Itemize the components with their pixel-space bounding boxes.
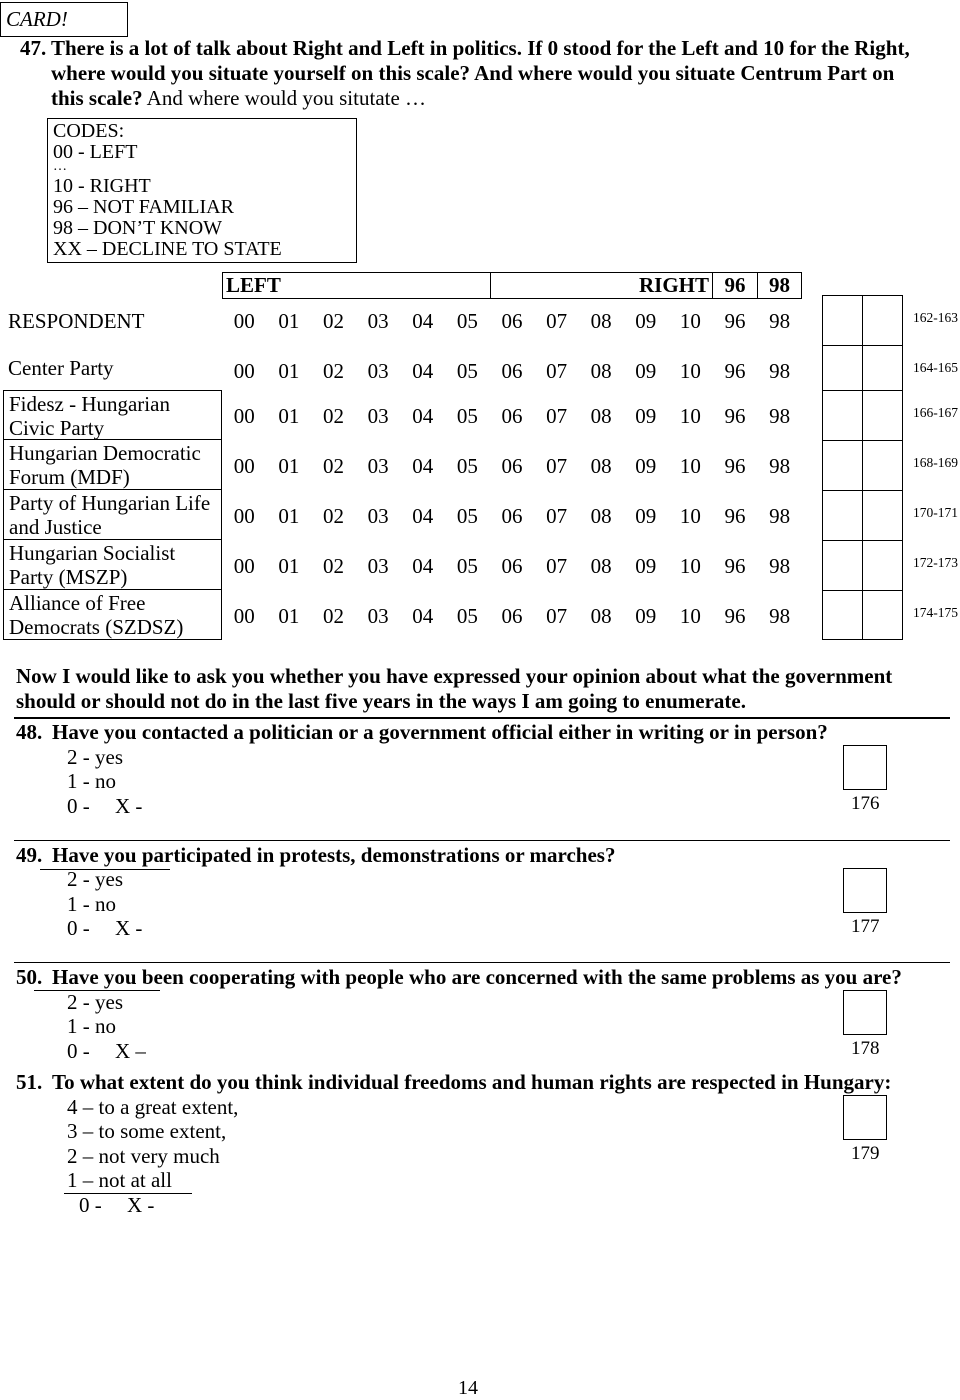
code-right: 10 - RIGHT	[53, 175, 151, 197]
scale-row-szdsz	[0, 590, 960, 640]
scale-value: 09	[635, 454, 657, 478]
answer-option: 1 - no	[67, 769, 116, 793]
scale-value: 08	[590, 454, 612, 478]
scale-value: 09	[635, 554, 657, 578]
scale-value: 03	[367, 454, 389, 478]
scale-values	[222, 553, 802, 579]
scale-values	[222, 308, 802, 334]
column-code: 179	[851, 1143, 880, 1164]
scale-value: 09	[635, 359, 657, 383]
answer-box	[843, 1095, 887, 1140]
scale-value: 01	[278, 309, 300, 333]
section-intro-line: should or should not do in the last five years in the ways I am going to enumerate.	[16, 689, 746, 713]
answer-box	[863, 391, 902, 440]
row-label-text: and Justice	[9, 515, 102, 539]
answer-option-zero: 0 -	[67, 794, 90, 818]
codes-box	[47, 118, 357, 263]
row-label-text: Hungarian Democratic	[9, 441, 201, 465]
scale-value: 03	[367, 309, 389, 333]
answer-box	[823, 491, 863, 540]
scale-header-98: 98	[769, 273, 790, 297]
answer-option-zero: 0 -	[79, 1193, 102, 1217]
answer-option: 4 – to a great extent,	[67, 1095, 239, 1119]
scale-value: 02	[323, 604, 345, 628]
question-text: Have you contacted a politician or a government official either in writing or in person?	[52, 720, 828, 744]
answer-option: 2 - yes	[67, 745, 123, 769]
scale-value: 06	[501, 554, 523, 578]
row-label-text: Party (MSZP)	[9, 565, 128, 589]
scale-value: 04	[412, 554, 434, 578]
scale-value: 04	[412, 309, 434, 333]
scale-value: 02	[323, 404, 345, 428]
scale-value: 96	[724, 604, 746, 628]
scale-value: 09	[635, 504, 657, 528]
row-label-text: Hungarian Socialist	[9, 541, 176, 565]
scale-value: 03	[367, 554, 389, 578]
scale-value: 05	[456, 454, 478, 478]
row-label-text: Alliance of Free	[9, 591, 146, 615]
answer-box	[823, 591, 863, 639]
column-code: 164-165	[913, 360, 958, 375]
question-text: Have you been cooperating with people who are concerned with the same problems as you are?	[52, 965, 902, 989]
scale-value: 07	[546, 359, 568, 383]
row-label	[3, 356, 222, 380]
scale-value: 10	[679, 359, 701, 383]
scale-value: 07	[546, 604, 568, 628]
scale-header-right: RIGHT	[491, 273, 713, 298]
row-label-text: Democrats (SZDSZ)	[9, 615, 184, 639]
question-number: 47.	[20, 36, 47, 60]
answer-option: 2 - yes	[67, 867, 123, 891]
scale-value: 04	[412, 454, 434, 478]
row-label	[3, 540, 222, 590]
row-label	[3, 590, 222, 640]
answer-option-zero: 0 -	[67, 1039, 90, 1063]
answer-boxes	[822, 345, 903, 390]
scale-value: 09	[635, 404, 657, 428]
scale-value: 96	[724, 359, 746, 383]
scale-value: 00	[233, 554, 255, 578]
question-text: Have you participated in protests, demonstrations or marches?	[52, 843, 616, 867]
answer-boxes	[822, 390, 903, 440]
scale-value: 05	[456, 504, 478, 528]
scale-value: 96	[724, 504, 746, 528]
scale-value: 96	[724, 554, 746, 578]
card-label: CARD!	[0, 2, 128, 37]
column-code: 166-167	[913, 405, 958, 420]
column-code: 177	[851, 916, 880, 937]
answer-option-x: X -	[127, 1193, 155, 1217]
answer-option: 3 – to some extent,	[67, 1119, 227, 1143]
code-dont-know: 98 – DON’T KNOW	[53, 217, 223, 239]
answer-box	[843, 990, 887, 1035]
scale-value: 98	[769, 454, 791, 478]
scale-value: 05	[456, 554, 478, 578]
scale-value: 00	[233, 454, 255, 478]
scale-value: 06	[501, 604, 523, 628]
scale-value: 10	[679, 604, 701, 628]
scale-value: 07	[546, 404, 568, 428]
column-code: 170-171	[913, 505, 958, 520]
scale-value: 10	[679, 309, 701, 333]
scale-row-fidesz	[0, 390, 960, 440]
answer-box	[863, 491, 902, 540]
scale-value: 08	[590, 309, 612, 333]
code-left: 00 - LEFT	[53, 141, 138, 163]
scale-value: 04	[412, 404, 434, 428]
scale-value: 98	[769, 309, 791, 333]
question-text-instruction: And where would you situtate …	[146, 86, 427, 110]
scale-value: 07	[546, 504, 568, 528]
scale-values	[222, 503, 802, 529]
scale-value: 98	[769, 359, 791, 383]
code-ellipsis: …	[53, 159, 67, 174]
scale-value: 00	[233, 309, 255, 333]
scale-value: 08	[590, 359, 612, 383]
question-text-bold: this scale?	[51, 86, 143, 110]
scale-value: 05	[456, 359, 478, 383]
answer-box	[863, 441, 902, 490]
scale-value: 03	[367, 404, 389, 428]
scale-value: 06	[501, 454, 523, 478]
scale-value: 10	[679, 454, 701, 478]
scale-value: 08	[590, 554, 612, 578]
scale-value: 01	[278, 554, 300, 578]
row-label	[3, 440, 222, 490]
answer-box	[823, 541, 863, 590]
scale-values	[222, 453, 802, 479]
code-decline: XX – DECLINE TO STATE	[53, 238, 282, 260]
question-text-line: There is a lot of talk about Right and Left in politics. If 0 stood for the Left and 10 for the Right,	[51, 36, 910, 60]
section-intro-line: Now I would like to ask you whether you have expressed your opinion about what the government	[16, 664, 893, 688]
scale-value: 10	[679, 504, 701, 528]
scale-value: 01	[278, 404, 300, 428]
scale-value: 98	[769, 504, 791, 528]
answer-box	[863, 346, 902, 390]
scale-value: 02	[323, 454, 345, 478]
scale-value: 10	[679, 404, 701, 428]
scale-value: 10	[679, 554, 701, 578]
scale-value: 02	[323, 504, 345, 528]
question-text-line: where would you situate yourself on this scale? And where would you situate Centrum Part on	[51, 61, 895, 85]
scale-value: 07	[546, 454, 568, 478]
answer-option: 1 - no	[67, 892, 116, 916]
scale-value: 05	[456, 604, 478, 628]
scale-value: 01	[278, 604, 300, 628]
scale-value: 07	[546, 309, 568, 333]
column-code: 172-173	[913, 555, 958, 570]
scale-row-respondent	[0, 295, 960, 345]
scale-value: 96	[724, 404, 746, 428]
answer-box	[823, 441, 863, 490]
divider	[14, 717, 950, 719]
scale-value: 00	[233, 504, 255, 528]
scale-value: 06	[501, 504, 523, 528]
row-label-text: RESPONDENT	[8, 309, 145, 333]
column-code: 168-169	[913, 455, 958, 470]
answer-boxes	[822, 590, 903, 640]
scale-value: 00	[233, 359, 255, 383]
scale-value: 09	[635, 309, 657, 333]
divider	[14, 840, 950, 841]
scale-value: 04	[412, 359, 434, 383]
scale-value: 03	[367, 604, 389, 628]
scale-value: 03	[367, 504, 389, 528]
row-label-text: Center Party	[8, 356, 114, 380]
answer-boxes	[822, 440, 903, 490]
scale-value: 04	[412, 604, 434, 628]
page-number: 14	[458, 1377, 478, 1399]
scale-value: 02	[323, 309, 345, 333]
column-code: 178	[851, 1038, 880, 1059]
scale-header-left: LEFT	[223, 273, 491, 298]
answer-option: 2 – not very much	[67, 1144, 220, 1168]
scale-value: 01	[278, 359, 300, 383]
scale-header-96: 96	[713, 273, 758, 298]
answer-boxes	[822, 490, 903, 540]
column-code: 162-163	[913, 310, 958, 325]
question-number: 50.	[16, 965, 43, 989]
scale-value: 98	[769, 404, 791, 428]
scale-value: 08	[590, 604, 612, 628]
scale-value: 08	[590, 404, 612, 428]
answer-box	[863, 541, 902, 590]
question-text-line	[51, 86, 426, 111]
answer-box	[823, 346, 863, 390]
question-number: 51.	[16, 1070, 43, 1094]
answer-option-x: X -	[115, 916, 143, 940]
scale-value: 07	[546, 554, 568, 578]
answer-option: 2 - yes	[67, 990, 123, 1014]
row-label	[3, 309, 222, 333]
answer-box	[823, 391, 863, 440]
scale-value: 06	[501, 404, 523, 428]
row-label-text: Party of Hungarian Life	[9, 491, 211, 515]
answer-boxes	[822, 540, 903, 590]
answer-option-x: X –	[115, 1039, 146, 1063]
row-label-text: Forum (MDF)	[9, 465, 130, 489]
row-label-text: Fidesz - Hungarian	[9, 392, 170, 416]
code-not-familiar: 96 – NOT FAMILIAR	[53, 196, 234, 218]
scale-row-mdf	[0, 440, 960, 490]
answer-option: 1 - no	[67, 1014, 116, 1038]
scale-value: 00	[233, 604, 255, 628]
scale-row-mszp	[0, 540, 960, 590]
scale-value: 05	[456, 309, 478, 333]
scale-value: 03	[367, 359, 389, 383]
column-code: 176	[851, 793, 880, 814]
divider	[14, 962, 950, 963]
question-number: 49.	[16, 843, 43, 867]
scale-value: 06	[501, 309, 523, 333]
scale-values	[222, 603, 802, 629]
answer-box	[823, 296, 863, 345]
answer-option-x: X -	[115, 794, 143, 818]
scale-values	[222, 403, 802, 429]
row-label-text: Civic Party	[9, 416, 105, 440]
answer-box	[863, 296, 902, 345]
answer-option: 1 – not at all	[67, 1168, 172, 1192]
scale-value: 98	[769, 554, 791, 578]
scale-value: 09	[635, 604, 657, 628]
scale-value: 01	[278, 454, 300, 478]
scale-value: 08	[590, 504, 612, 528]
row-label	[3, 490, 222, 540]
scale-value: 05	[456, 404, 478, 428]
column-code: 174-175	[913, 605, 958, 620]
scale-value: 98	[769, 604, 791, 628]
answer-box	[843, 868, 887, 913]
row-label	[3, 390, 222, 440]
answer-boxes	[822, 295, 903, 345]
scale-row-center-party	[0, 345, 960, 390]
question-text: To what extent do you think individual freedoms and human rights are respected in Hungary:	[52, 1070, 892, 1094]
scale-row-life-and-justice	[0, 490, 960, 540]
answer-box	[843, 745, 887, 790]
scale-values	[222, 358, 802, 384]
scale-value: 04	[412, 504, 434, 528]
answer-box	[863, 591, 902, 639]
question-number: 48.	[16, 720, 43, 744]
scale-value: 06	[501, 359, 523, 383]
scale-value: 96	[724, 309, 746, 333]
scale-value: 01	[278, 504, 300, 528]
scale-value: 00	[233, 404, 255, 428]
answer-option-zero: 0 -	[67, 916, 90, 940]
codes-title: CODES:	[53, 120, 125, 142]
scale-value: 96	[724, 454, 746, 478]
scale-value: 02	[323, 554, 345, 578]
scale-value: 02	[323, 359, 345, 383]
